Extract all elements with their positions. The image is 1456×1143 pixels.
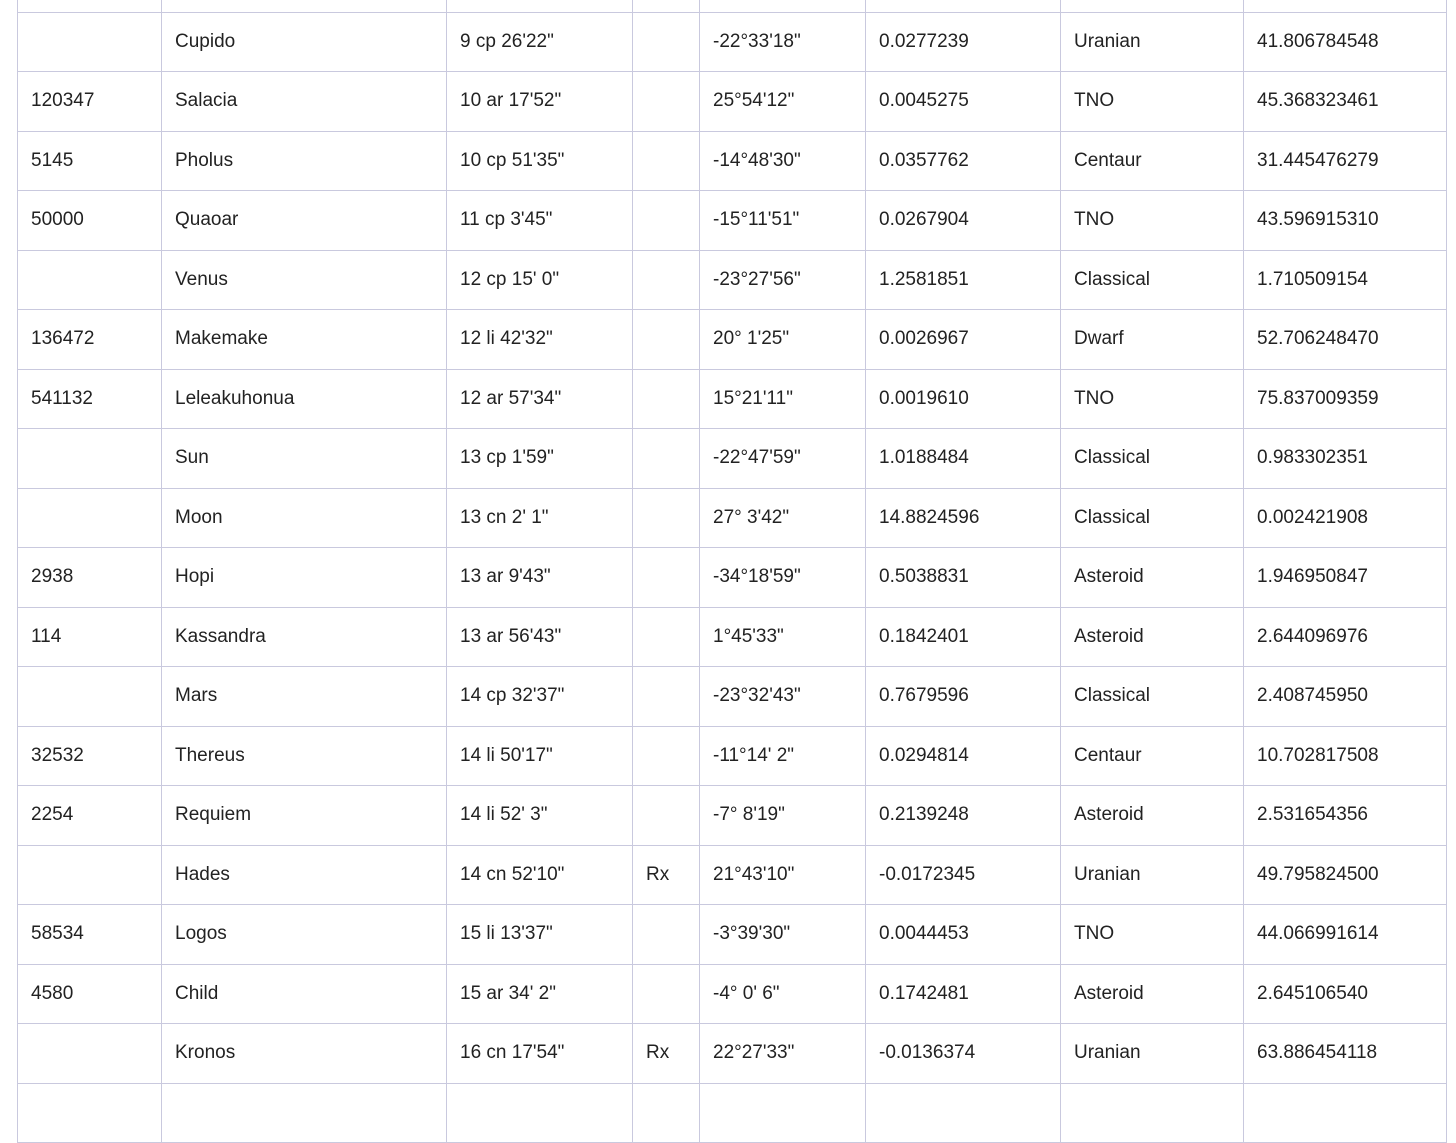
cell-object-number: 136472 [18,310,162,370]
cell-object-name: Requiem [162,786,447,846]
cell-position [447,0,633,12]
cell-speed [866,0,1061,12]
table-row [18,667,1447,727]
cell-speed: 0.0267904 [866,191,1061,251]
cell-category: Uranian [1061,1024,1244,1084]
cell-position: 12 li 42'32" [447,310,633,370]
table-row [18,310,1447,370]
cell-object-number: 541132 [18,369,162,429]
cell-object-name [162,0,447,12]
cell-distance: 2.531654356 [1244,786,1447,846]
cell-category: Asteroid [1061,548,1244,608]
cell-position: 10 ar 17'52" [447,72,633,132]
cell-object-number [18,12,162,72]
cell-retrograde [633,964,700,1024]
cell-object-number [18,845,162,905]
cell-retrograde [633,191,700,251]
cell-object-number: 120347 [18,72,162,132]
cell-position: 13 cp 1'59" [447,429,633,489]
cell-position: 14 cn 52'10" [447,845,633,905]
cell-object-number [18,1024,162,1084]
table-row [18,1024,1447,1084]
cell-speed: 0.1742481 [866,964,1061,1024]
cell-category: Classical [1061,488,1244,548]
cell-object-number: 32532 [18,726,162,786]
cell-object-name: Sun [162,429,447,489]
cell-declination [700,1083,866,1143]
cell-object-name: Cupido [162,12,447,72]
cell-declination: -3°39'30" [700,905,866,965]
cell-retrograde [633,726,700,786]
cell-retrograde: Rx [633,845,700,905]
cell-object-number [18,429,162,489]
cell-object-name: Logos [162,905,447,965]
cell-category: TNO [1061,191,1244,251]
cell-object-name: Moon [162,488,447,548]
cell-distance: 45.368323461 [1244,72,1447,132]
cell-category: Asteroid [1061,964,1244,1024]
cell-object-number: 114 [18,607,162,667]
table-row [18,845,1447,905]
cell-object-name: Kassandra [162,607,447,667]
cell-position: 13 ar 9'43" [447,548,633,608]
cell-object-name: Kronos [162,1024,447,1084]
cell-speed: 0.5038831 [866,548,1061,608]
cell-object-name [162,1083,447,1143]
cell-object-number: 50000 [18,191,162,251]
cell-object-number: 58534 [18,905,162,965]
cell-retrograde [633,786,700,846]
table-row [18,250,1447,310]
table-row [18,726,1447,786]
cell-declination: 1°45'33" [700,607,866,667]
table-row [18,1083,1447,1143]
cell-distance: 1.946950847 [1244,548,1447,608]
table-row [18,607,1447,667]
cell-speed [866,1083,1061,1143]
cell-speed: 0.0357762 [866,131,1061,191]
cell-object-number: 4580 [18,964,162,1024]
cell-retrograde [633,250,700,310]
cell-distance: 75.837009359 [1244,369,1447,429]
cell-category: TNO [1061,905,1244,965]
cell-category: Classical [1061,667,1244,727]
cell-declination: -7° 8'19" [700,786,866,846]
cell-speed: 14.8824596 [866,488,1061,548]
cell-position: 15 li 13'37" [447,905,633,965]
cell-position: 13 cn 2' 1" [447,488,633,548]
cell-category: TNO [1061,72,1244,132]
cell-retrograde [633,488,700,548]
table-container [17,0,1446,1143]
cell-position: 15 ar 34' 2" [447,964,633,1024]
cell-object-name: Hopi [162,548,447,608]
cell-speed: 0.0019610 [866,369,1061,429]
table-row [18,786,1447,846]
cell-object-number: 2938 [18,548,162,608]
cell-distance: 52.706248470 [1244,310,1447,370]
cell-speed: 0.0277239 [866,12,1061,72]
cell-distance: 10.702817508 [1244,726,1447,786]
cell-retrograde [633,1083,700,1143]
cell-retrograde [633,0,700,12]
cell-category: Centaur [1061,131,1244,191]
cell-distance [1244,0,1447,12]
cell-object-name: Leleakuhonua [162,369,447,429]
cell-speed: 0.2139248 [866,786,1061,846]
cell-category: Classical [1061,250,1244,310]
cell-object-number [18,250,162,310]
table-row [18,12,1447,72]
cell-speed: 0.0294814 [866,726,1061,786]
cell-category [1061,0,1244,12]
cell-declination: -22°47'59" [700,429,866,489]
cell-retrograde [633,429,700,489]
cell-object-name: Quaoar [162,191,447,251]
cell-declination: -11°14' 2" [700,726,866,786]
cell-declination: -15°11'51" [700,191,866,251]
cell-distance [1244,1083,1447,1143]
cell-declination: 21°43'10" [700,845,866,905]
cell-object-number [18,667,162,727]
cell-retrograde [633,131,700,191]
cell-object-name: Child [162,964,447,1024]
cell-position: 9 cp 26'22" [447,12,633,72]
cell-retrograde [633,12,700,72]
cell-category: Centaur [1061,726,1244,786]
cell-declination: 20° 1'25" [700,310,866,370]
cell-object-name: Hades [162,845,447,905]
cell-speed: 0.7679596 [866,667,1061,727]
cell-position: 14 li 50'17" [447,726,633,786]
cell-speed: 0.0044453 [866,905,1061,965]
cell-object-number: 5145 [18,131,162,191]
cell-speed: 0.0045275 [866,72,1061,132]
cell-object-name: Venus [162,250,447,310]
table-row [18,369,1447,429]
cell-distance: 1.710509154 [1244,250,1447,310]
cell-retrograde [633,369,700,429]
cell-position: 12 cp 15' 0" [447,250,633,310]
cell-object-name: Makemake [162,310,447,370]
cell-declination: 25°54'12" [700,72,866,132]
cell-speed: 1.0188484 [866,429,1061,489]
cell-position: 13 ar 56'43" [447,607,633,667]
cell-declination [700,0,866,12]
cell-retrograde [633,310,700,370]
table-row [18,72,1447,132]
cell-position [447,1083,633,1143]
cell-speed: 1.2581851 [866,250,1061,310]
cell-object-number [18,1083,162,1143]
cell-retrograde [633,548,700,608]
cell-retrograde: Rx [633,1024,700,1084]
cell-category: Asteroid [1061,607,1244,667]
cell-category: Classical [1061,429,1244,489]
table-row [18,191,1447,251]
table-row [18,429,1447,489]
cell-position: 14 li 52' 3" [447,786,633,846]
cell-distance: 2.408745950 [1244,667,1447,727]
cell-category: TNO [1061,369,1244,429]
cell-declination: 22°27'33" [700,1024,866,1084]
cell-retrograde [633,72,700,132]
cell-category: Asteroid [1061,786,1244,846]
cell-distance: 41.806784548 [1244,12,1447,72]
cell-distance: 0.002421908 [1244,488,1447,548]
cell-object-name: Pholus [162,131,447,191]
cell-distance: 49.795824500 [1244,845,1447,905]
cell-declination: 15°21'11" [700,369,866,429]
cell-object-name: Thereus [162,726,447,786]
table-row [18,964,1447,1024]
cell-category [1061,1083,1244,1143]
cell-declination: -34°18'59" [700,548,866,608]
cell-distance: 2.644096976 [1244,607,1447,667]
cell-category: Dwarf [1061,310,1244,370]
ephemeris-table [17,0,1447,1143]
cell-category: Uranian [1061,845,1244,905]
cell-retrograde [633,607,700,667]
cell-object-name: Mars [162,667,447,727]
cell-retrograde [633,667,700,727]
cell-category: Uranian [1061,12,1244,72]
cell-object-number [18,0,162,12]
table-row [18,905,1447,965]
table-row [18,0,1447,12]
cell-declination: -14°48'30" [700,131,866,191]
cell-distance: 43.596915310 [1244,191,1447,251]
cell-object-number: 2254 [18,786,162,846]
cell-declination: 27° 3'42" [700,488,866,548]
cell-position: 10 cp 51'35" [447,131,633,191]
cell-speed: -0.0172345 [866,845,1061,905]
cell-declination: -4° 0' 6" [700,964,866,1024]
cell-distance: 0.983302351 [1244,429,1447,489]
cell-speed: 0.0026967 [866,310,1061,370]
cell-position: 12 ar 57'34" [447,369,633,429]
cell-distance: 2.645106540 [1244,964,1447,1024]
cell-distance: 63.886454118 [1244,1024,1447,1084]
cell-speed: 0.1842401 [866,607,1061,667]
table-row [18,548,1447,608]
cell-declination: -23°27'56" [700,250,866,310]
cell-declination: -22°33'18" [700,12,866,72]
cell-speed: -0.0136374 [866,1024,1061,1084]
cell-declination: -23°32'43" [700,667,866,727]
cell-object-number [18,488,162,548]
cell-position: 11 cp 3'45" [447,191,633,251]
table-row [18,131,1447,191]
cell-position: 16 cn 17'54" [447,1024,633,1084]
cell-distance: 31.445476279 [1244,131,1447,191]
cell-position: 14 cp 32'37" [447,667,633,727]
cell-distance: 44.066991614 [1244,905,1447,965]
cell-object-name: Salacia [162,72,447,132]
cell-retrograde [633,905,700,965]
table-row [18,488,1447,548]
